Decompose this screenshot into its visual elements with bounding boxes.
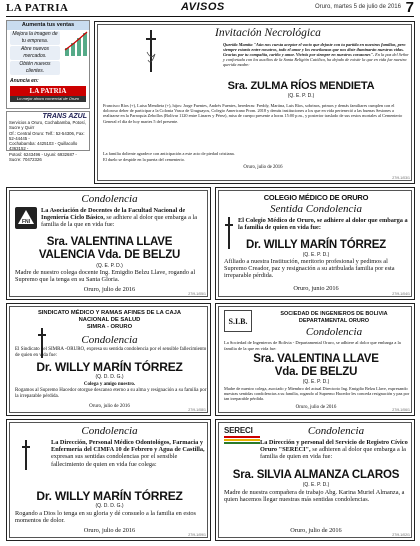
notice-date: Oruro, julio de 2016 xyxy=(83,286,136,293)
fnI-logo xyxy=(15,207,37,229)
notice-code: 27/9-1/08/1 xyxy=(188,408,206,412)
notice-body: Madre de nuestra compañera de trabajo Abg. Karina Muriel Almanza, a quien hacemos llegar nuestras más sentidas condolencias. xyxy=(224,489,405,504)
deceased-name-2: Vda. DE BELZU xyxy=(274,366,358,378)
rip-abbrev: (Q. E. P. D.) xyxy=(96,263,123,269)
notice-body: Rogamos al Supremo Hacedor otorgue descanso eterno a su alma y resignación a su familia por la irreparable pérdida. xyxy=(15,388,207,399)
notice-title: Condolencia xyxy=(81,193,138,205)
org-header: SINDICATO MÉDICO Y RAMAS AFINES DE LA CAJA xyxy=(37,310,182,316)
notice-intro: El Sindicato del SIMRA -ORURO, expresa su sentida condolencia por el sensible fallecimiento de quien en vida fue: xyxy=(15,347,207,358)
notice-date: Oruro, julio de 2016 xyxy=(83,527,136,534)
ad-line: Cochabamba: 4425103 - Quillacollo 4363152 - xyxy=(9,141,78,152)
dateline: Oruro, martes 5 de julio de 2016 xyxy=(314,4,401,10)
notice-zulma-rios xyxy=(94,21,415,184)
org-header: COLEGIO MÉDICO DE ORURO xyxy=(263,193,369,202)
ad-cta: Anuncia en: xyxy=(10,78,39,84)
notice-body: Madre de nuestro colega docente Ing. Emigdio Belzu Llave, rogando al Supremo que la tenga en su Santa Gloria. xyxy=(15,269,196,284)
sib-logo: S.I.B. xyxy=(224,310,252,332)
rip-abbrev: (Q. E. P. D.) xyxy=(287,93,315,99)
rip-abbrev: (Q. E. P. D.) xyxy=(302,252,330,258)
notice-role: Colega y amigo nuestro. xyxy=(83,382,136,387)
section-title: AVISOS xyxy=(181,1,225,13)
cross-icon xyxy=(21,440,31,470)
rip-abbrev: (Q. D. D. G.) xyxy=(95,374,124,380)
org-header-3: SIMRA - ORURO xyxy=(86,324,133,330)
ad-line: Mejora la imagen de tu empresa. xyxy=(10,31,60,45)
deceased-name: Sra. ZULMA RÍOS MENDIETA xyxy=(227,80,375,92)
notice-cimfa xyxy=(6,419,211,541)
deceased-name: Dr. WILLY MARÍN TÓRREZ xyxy=(36,360,183,374)
notice-sib xyxy=(215,303,415,416)
page-header xyxy=(6,0,414,17)
notice-title: Condolencia xyxy=(81,425,138,437)
notice-intro: La Dirección, Personal Médico Odontológos, Farmacia y Enfermería del CIMFA 10 de Febrero y Agua de Castilla, expresan sus sentidas condolencias por el sensible fallecimiento de quien en vida fue colega: xyxy=(51,439,205,468)
org-header-2: DEPARTAMENTAL ORURO xyxy=(298,318,370,324)
notice-code: 27/9-1/03/1 xyxy=(392,176,410,180)
deceased-name-2: VALENCIA Vda. DE BELZU xyxy=(38,249,181,261)
notice-closing: El duelo se despide en la puerta del cementerio. xyxy=(103,157,185,162)
rip-abbrev: (Q. E. P. D.) xyxy=(302,379,330,385)
ad-trans-azul xyxy=(6,111,90,163)
notice-body: Madre de nuestro colega, asociado y Miembro del actual Directorio Ing. Emigdio Belzu Llave, expresando nuestras sentidas condolencias a su familia, rogando al Supremo Hacedor les conceda resignación y paz por tan irreparable pérdida. xyxy=(224,386,410,402)
notice-body: Rogando a Dios lo tenga en su gloria y dé consuelo a la familia en estos momentos de dolor. xyxy=(15,510,196,525)
la-patria-logo: LA PATRIA xyxy=(10,86,86,96)
notice-title: Invitación Necrológica xyxy=(215,27,321,39)
notice-code: 27/9-1/05/1 xyxy=(188,292,206,296)
svg-text:FNI: FNI xyxy=(21,219,31,225)
notice-colegio-medico xyxy=(215,187,415,300)
deceased-name: Sra. VALENTINA LLAVE xyxy=(46,236,173,248)
notice-title: Condolencia xyxy=(307,425,365,437)
trans-azul-logo: TRANS AZUL xyxy=(42,113,87,120)
notice-intro: La Dirección y personal del Servicio de Registro Cívico Oruro "SERECI", se adhieren al dolor que embarga a la familia de quien en vida fue: xyxy=(260,439,408,461)
notice-intro: Querida Mamita "Aún nos cuesta aceptar el vacío que dejaste con tu partida en nuestras familias, pero siempre estarás entre nosotros, todo el amor y los enseñanzas que nos diste iluminarán nuestras vidas. Gracias por tu compañía, cariño y amor. Vivirás por siempre en nuestros corazones". En la paz del Señor y confortada con los auxilios de la Santa Religión Católica, ha dejado de existir la que en vida fue nuestra querida madre: xyxy=(223,42,409,68)
deceased-name: Dr. WILLY MARÍN TÓRREZ xyxy=(246,239,386,251)
ad-line: Of.: Central Oruro: Telf.: 52-54306, Fax: 52-44445 - xyxy=(9,130,85,141)
notice-title: Sentida Condolencia xyxy=(270,203,362,215)
ad-line: Servicios a Oruro, Cochabamba, Potosí, Sucre y Quirr xyxy=(9,120,86,131)
notice-code: 27/9-1/06/1 xyxy=(392,408,410,412)
notice-body: Francisco Ríos (+), Luisa Mendieta (+), hijos: Jorge Fuentes, Andrés Fuentes, herederas: Freddy, Martina, Luis Ríos, sobrinos, primos y demás familiares cumplen con el doloroso deber de participar a la Colonia Vasca de Uruguayos, Colegio Americano Prom. 2018 y demás instituciones a los que en vida perteneció a las buenas Sesiones a realizarse en la Parroquia Zebollos (Bolívar 1120 entre Linares y Pérez), misa de cuerpo presente a horas 15:00 p.m., y posterior traslado de sus restos mortales al Cementerio General el día de hoy martes 5 del presente. xyxy=(103,103,403,124)
notice-sereci xyxy=(215,419,415,541)
notice-date: Oruro, julio de 2016 xyxy=(89,404,130,409)
notice-date: Oruro, junio 2016 xyxy=(293,285,339,292)
notice-thanks: La familia doliente agradece con anticipación a este acto de piedad cristiana. xyxy=(103,151,235,156)
notice-title: Condolencia xyxy=(305,326,363,338)
cross-icon xyxy=(145,30,157,72)
rip-abbrev: (Q. D. D. G.) xyxy=(95,503,124,509)
deceased-name: Sra. SILVIA ALMANZA CLAROS xyxy=(232,469,400,481)
org-header-2: NACIONAL DE SALUD xyxy=(78,317,141,323)
notice-date: Oruro, julio de 2016 xyxy=(243,165,283,170)
rip-abbrev: (Q. E. P. D.) xyxy=(302,482,330,488)
deceased-name: Sra. VALENTINA LLAVE xyxy=(253,353,379,365)
notice-code: 27/9-1/09/1 xyxy=(188,533,206,537)
notice-docentes xyxy=(6,187,211,300)
notice-intro: El Colegio Médico de Oruro, se adhiere al dolor que embarga a la familia de quien en vida fue: xyxy=(238,217,408,232)
newspaper-brand: LA PATRIA xyxy=(6,2,69,14)
ad-la-patria xyxy=(6,20,90,109)
notice-intro: La Sociedad de Ingenieros de Bolivia - Departamental Oruro, se adhiere al dolor que embarga a la familia de la que en vida fue: xyxy=(224,340,401,351)
ad-title: Aumenta tus ventas xyxy=(7,21,89,30)
sereci-logo: SERECI xyxy=(224,426,260,448)
notice-date: Oruro, julio de 2016 xyxy=(290,527,342,534)
notice-code: 27/9-1/02/1 xyxy=(392,533,410,537)
notice-body: Afiliado a nuestra Institución, meritorio profesional y pedimos al Supremo Creador, paz y resignación a su atribulada familia por esta irreparable pérdida. xyxy=(224,258,395,280)
page-number: 7 xyxy=(405,0,414,16)
deceased-name: Dr. WILLY MARÍN TÓRREZ xyxy=(36,489,183,503)
notice-intro: La Asociación de Docentes de la Facultad Nacional de Ingeniería Ciclo Básico, se adhiere al dolor que embarga a la familia de la que en vida fue: xyxy=(41,207,198,229)
notice-simra xyxy=(6,303,211,416)
ad-line: Abre nuevos mercados. xyxy=(10,46,60,60)
notice-code: 27/9-1/04/1 xyxy=(392,292,410,296)
notice-date: Oruro, julio de 2016 xyxy=(295,405,337,410)
org-header: SOCIEDAD DE INGENIEROS DE BOLIVIA xyxy=(280,311,388,317)
notice-title: Condolencia xyxy=(81,334,138,346)
growth-chart-icon xyxy=(63,30,89,58)
ad-line: Potosí: 6243496 - Uyuni: 6932687 - Sucre: 70472326 xyxy=(9,151,77,163)
ad-line: Obtén nuevos clientes. xyxy=(10,61,60,75)
ad-slogan: Lo mejor ahora comercial de Oruro xyxy=(10,96,86,102)
